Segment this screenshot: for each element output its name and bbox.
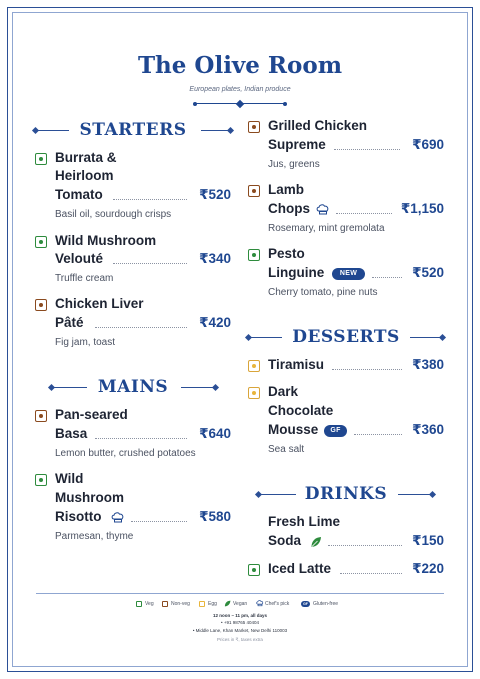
- section-header-drinks: [248, 484, 444, 504]
- item-name: Burrata &: [55, 150, 117, 165]
- title-divider: [195, 103, 285, 104]
- leaf-icon: [310, 536, 322, 548]
- item-name: Chocolate: [268, 403, 334, 418]
- section-title: STARTERS: [79, 120, 187, 140]
- item-name: Wild Mushroom: [55, 233, 157, 248]
- item-name: Wild: [55, 471, 84, 486]
- section-title: DESSERTS: [292, 327, 400, 347]
- section-header-desserts: [248, 327, 444, 347]
- veg-icon: [248, 249, 260, 261]
- item-name: Chops: [268, 201, 310, 216]
- non-veg-icon: [162, 601, 168, 607]
- egg-icon: [248, 360, 260, 372]
- item-name: Fresh Lime: [268, 514, 341, 529]
- item-name: Dark: [268, 384, 299, 399]
- veg-icon: [136, 601, 142, 607]
- item-name: Pan-seared: [55, 407, 128, 422]
- item-name: Linguine: [268, 265, 325, 280]
- item-name: Mushroom: [55, 490, 124, 505]
- dot-leader: [113, 263, 187, 264]
- item-description: Parmesan, thyme: [55, 531, 134, 542]
- item-description: Sea salt: [268, 444, 305, 455]
- dot-leader: [131, 521, 187, 522]
- dot-leader: [372, 277, 402, 278]
- non-veg-icon: [248, 121, 260, 133]
- dot-leader: [328, 545, 402, 546]
- item-description: Fig jam, toast: [55, 337, 116, 348]
- item-name: Supreme: [268, 137, 326, 152]
- dot-leader: [334, 149, 400, 150]
- new-badge: NEW: [332, 268, 365, 280]
- dot-leader: [336, 213, 392, 214]
- chef-hat-icon: [111, 512, 125, 524]
- item-name: Pesto: [268, 246, 305, 261]
- gluten-free-badge: GF: [301, 601, 310, 607]
- phone-number: • +91 98765 40404: [221, 620, 259, 625]
- item-description: Truffle cream: [55, 273, 114, 284]
- dot-leader: [95, 438, 187, 439]
- item-price: ₹360: [412, 422, 444, 437]
- chef-hat-icon: [256, 600, 264, 607]
- item-price: ₹220: [412, 561, 444, 576]
- item-name: Risotto: [55, 509, 102, 524]
- gluten-free-badge: GF: [324, 425, 347, 437]
- item-description: Lemon butter, crushed potatoes: [55, 448, 196, 459]
- item-price: ₹580: [199, 509, 231, 524]
- item-name: Pâté: [55, 315, 84, 330]
- item-price: ₹1,150: [400, 201, 444, 216]
- item-description: Rosemary, mint gremolata: [268, 223, 385, 234]
- egg-icon: [199, 601, 205, 607]
- item-name: Tiramisu: [268, 357, 325, 372]
- item-name: Grilled Chicken: [268, 118, 368, 133]
- chef-hat-icon: [316, 204, 330, 216]
- item-price: ₹150: [412, 533, 444, 548]
- item-name: Mousse: [268, 422, 319, 437]
- section-header-mains: [35, 377, 231, 397]
- section-title: DRINKS: [304, 484, 388, 504]
- item-name: Tomato: [55, 187, 103, 202]
- item-name: Soda: [268, 533, 302, 548]
- item-name: Iced Latte: [268, 561, 332, 576]
- non-veg-icon: [248, 185, 260, 197]
- veg-icon: [248, 564, 260, 576]
- restaurant-subtitle: European plates, Indian produce: [189, 86, 291, 93]
- dot-leader: [340, 573, 402, 574]
- item-description: Basil oil, sourdough crisps: [55, 209, 172, 220]
- section-header-starters: [35, 120, 231, 140]
- item-name: Lamb: [268, 182, 305, 197]
- egg-icon: [248, 387, 260, 399]
- item-name: Chicken Liver: [55, 296, 144, 311]
- item-price: ₹640: [199, 426, 231, 441]
- restaurant-title: The Olive Room: [137, 52, 343, 79]
- item-name: Velouté: [55, 251, 104, 266]
- non-veg-icon: [35, 410, 47, 422]
- dietary-legend: Veg Non-veg Egg Vegan Chef's pick GF Gluten-free: [0, 599, 480, 609]
- dot-leader: [354, 434, 402, 435]
- veg-icon: [35, 153, 47, 165]
- section-title: MAINS: [97, 377, 169, 397]
- non-veg-icon: [35, 299, 47, 311]
- item-description: Jus, greens: [268, 159, 320, 170]
- item-price: ₹420: [199, 315, 231, 330]
- dot-leader: [113, 199, 187, 200]
- item-price: ₹380: [412, 357, 444, 372]
- item-description: Cherry tomato, pine nuts: [268, 287, 378, 298]
- item-price: ₹690: [412, 137, 444, 152]
- item-name: Basa: [55, 426, 88, 441]
- address: • Middle Lane, Khan Market, New Delhi 110003: [192, 628, 288, 633]
- item-price: ₹520: [199, 187, 231, 202]
- item-price: ₹520: [412, 265, 444, 280]
- footer-divider: [36, 593, 444, 594]
- dot-leader: [332, 369, 402, 370]
- dot-leader: [95, 327, 187, 328]
- item-price: ₹340: [199, 251, 231, 266]
- item-name: Heirloom: [55, 168, 114, 183]
- price-note: Prices in ₹, taxes extra: [217, 637, 263, 642]
- opening-hours: 12 noon – 11 pm, all days: [212, 613, 268, 618]
- leaf-icon: [224, 600, 231, 607]
- veg-icon: [35, 236, 47, 248]
- veg-icon: [35, 474, 47, 486]
